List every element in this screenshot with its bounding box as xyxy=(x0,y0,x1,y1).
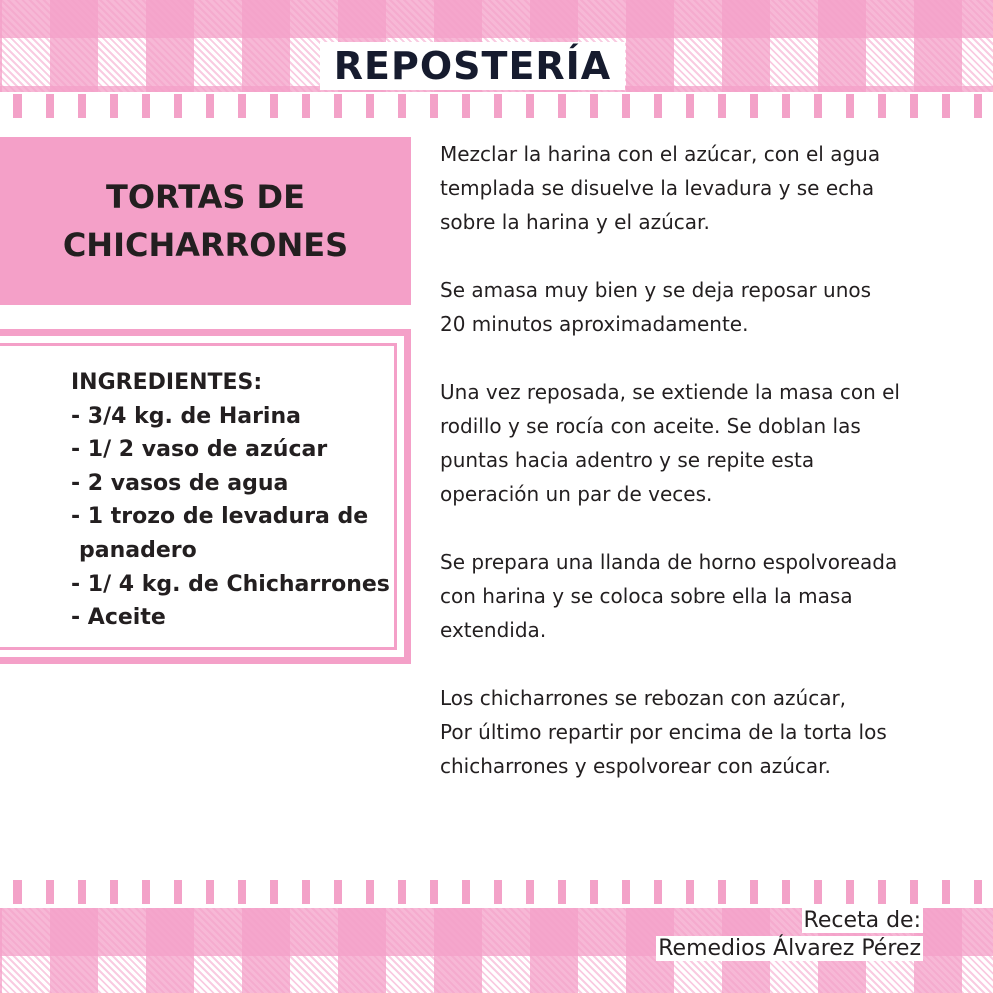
ingredients-heading: INGREDIENTES: xyxy=(71,370,263,395)
ingredient-item: - 3/4 kg. de Harina xyxy=(71,403,301,429)
ingredient-item: - 1/ 4 kg. de Chicharrones xyxy=(71,571,390,597)
fringe-top xyxy=(0,94,993,118)
step-paragraph: Se amasa muy bien y se deja reposar unos 20 minutos aproximadamente. xyxy=(440,278,872,336)
step-paragraph: Una vez reposada, se extiende la masa con el rodillo y se rocía con aceite. Se doblan las puntas hacia adentro y se repite esta operación un par de veces. xyxy=(440,380,900,506)
preparation-steps xyxy=(440,137,960,817)
recipe-title-box xyxy=(0,137,411,305)
credit-author: Remedios Álvarez Pérez xyxy=(658,936,921,961)
ingredient-item: - 2 vasos de agua xyxy=(71,470,289,496)
ingredient-item: - Aceite xyxy=(71,605,166,631)
step-paragraph: Mezclar la harina con el azúcar, con el agua templada se disuelve la levadura y se echa sobre la harina y el azúcar. xyxy=(440,142,881,234)
recipe-title-line1: TORTAS DE xyxy=(106,178,305,216)
recipe-title-line2: CHICHARRONES xyxy=(62,226,349,264)
ingredient-item-continuation: panadero xyxy=(79,537,197,563)
ingredient-item: - 1 trozo de levadura de xyxy=(71,504,369,530)
fringe-bottom xyxy=(0,880,993,904)
ingredient-item: - 1/ 2 vaso de azúcar xyxy=(71,437,328,463)
recipe-credit xyxy=(656,907,923,963)
ingredients-list xyxy=(71,366,401,635)
step-paragraph: Se prepara una llanda de horno espolvoreada con harina y se coloca sobre ella la masa extendida. xyxy=(440,550,898,642)
recipe-title xyxy=(46,173,366,269)
section-title: REPOSTERÍA xyxy=(0,44,945,88)
step-paragraph: Los chicharrones se rebozan con azúcar, Por último repartir por encima de la torta los chicharrones y espolvorear con azúcar. xyxy=(440,686,887,778)
credit-label: Receta de: xyxy=(803,908,921,933)
